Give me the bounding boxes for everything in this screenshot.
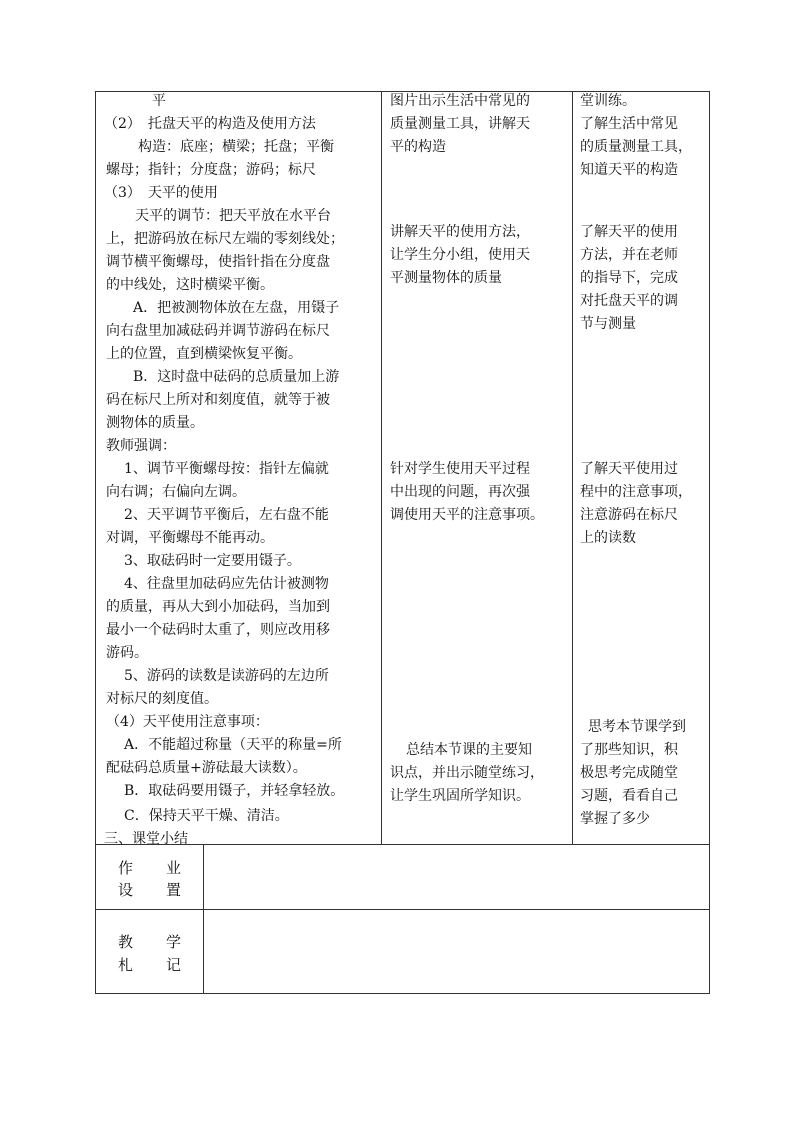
student-activity-line: 堂训练。 (580, 93, 636, 109)
student-activity-line: 节与测量 (580, 316, 636, 332)
row-divider-notes (95, 909, 710, 910)
student-activity-line: 注意游码在标尺 (580, 507, 678, 523)
column-divider-1 (381, 91, 382, 844)
content-line: 码在标尺上所对和刻度值，就等于被 (106, 392, 330, 408)
homework-label-char: 业 (166, 859, 182, 877)
teacher-activity-line: 调使用天平的注意事项。 (390, 507, 544, 523)
content-line: 测物体的质量。 (106, 415, 204, 431)
content-line: 螺母；指针；分度盘；游码；标尺 (106, 162, 316, 178)
notes-label-char: 札 (118, 956, 134, 974)
notes-label-char: 学 (166, 933, 182, 951)
student-activity-line: 上的读数 (580, 530, 636, 546)
teacher-activity-line: 讲解天平的使用方法， (390, 224, 530, 240)
content-line: 天平的调节：把天平放在水平台 (135, 208, 331, 224)
content-line: 上的位置，直到横梁恢复平衡。 (106, 346, 302, 362)
notes-label-char: 教 (118, 933, 134, 951)
notes-label-char: 记 (166, 956, 182, 974)
student-activity-line: 思考本节课学到 (588, 719, 686, 735)
content-line: 教师强调： (106, 438, 176, 454)
section-heading: 三、课堂小结 (104, 831, 188, 847)
student-activity-line: 了解天平的使用 (580, 224, 678, 240)
student-activity-line: 的质量测量工具， (580, 139, 692, 155)
teacher-activity-line: 让学生巩固所学知识。 (390, 788, 530, 804)
content-line: A．不能超过称量（天平的称量=所 (124, 737, 342, 753)
student-activity-line: 程中的注意事项， (580, 484, 692, 500)
content-line: 的质量，再从大到小加砝码，当加到 (106, 599, 330, 615)
table-right-border (709, 91, 710, 994)
teacher-activity-line: 中出现的问题，再次强 (390, 484, 530, 500)
teacher-activity-line: 平测量物体的质量 (390, 270, 502, 286)
student-activity-line: 了解生活中常见 (580, 116, 678, 132)
content-line: （3） 天平的使用 (104, 185, 218, 201)
content-line: 向右盘里加减砝码并调节游码在标尺 (106, 323, 330, 339)
content-line: A．把被测物体放在左盘，用镊子 (133, 300, 340, 316)
content-line: 5、游码的读数是读游码的左边所 (124, 668, 329, 684)
student-activity-line: 了那些知识，积 (580, 742, 678, 758)
student-activity-line: 习题，看看自己 (580, 788, 678, 804)
teacher-activity-line: 图片出示生活中常见的 (390, 93, 530, 109)
table-left-border (95, 91, 96, 994)
teacher-activity-line: 平的构造 (390, 139, 446, 155)
content-line: 向右调；右偏向左调。 (106, 484, 246, 500)
student-activity-line: 的指导下，完成 (580, 270, 678, 286)
content-line: 对标尺的刻度值。 (106, 691, 218, 707)
content-line: （4）天平使用注意事项： (106, 714, 269, 730)
student-activity-line: 方法，并在老师 (580, 247, 678, 263)
homework-label-char: 作 (118, 859, 134, 877)
homework-label-char: 设 (118, 881, 134, 899)
content-line: （2） 托盘天平的构造及使用方法 (104, 116, 316, 132)
content-line: 上，把游码放在标尺左端的零刻线处； (106, 231, 344, 247)
student-activity-line: 极思考完成随堂 (580, 765, 678, 781)
content-line: 最小一个砝码时太重了，则应改用移 (106, 622, 330, 638)
content-line: 对调，平衡螺母不能再动。 (106, 530, 274, 546)
student-activity-line: 知道天平的构造 (580, 162, 678, 178)
table-bottom-border (95, 993, 710, 994)
teacher-activity-line: 识点，并出示随堂练习， (390, 765, 544, 781)
content-line: 平 (152, 93, 166, 109)
teacher-activity-line: 总结本节课的主要知 (406, 742, 532, 758)
content-line: 4、往盘里加砝码应先估计被测物 (124, 576, 329, 592)
content-line: 2、天平调节平衡后，左右盘不能 (124, 507, 329, 523)
teacher-activity-line: 针对学生使用天平过程 (390, 461, 530, 477)
content-line: 配砝码总质量+游砝最大读数）。 (106, 760, 307, 776)
homework-label-char: 置 (166, 881, 182, 899)
content-line: 1、调节平衡螺母按：指针左偏就 (124, 461, 329, 477)
student-activity-line: 了解天平使用过 (580, 461, 678, 477)
content-line: 游码。 (106, 645, 148, 661)
student-activity-line: 对托盘天平的调 (580, 293, 678, 309)
teacher-activity-line: 质量测量工具，讲解天 (390, 116, 530, 132)
content-line: 调节横平衡螺母，使指针指在分度盘 (106, 254, 330, 270)
content-line: B．取砝码要用镊子，并轻拿轻放。 (124, 783, 345, 799)
column-divider-2 (572, 91, 573, 844)
content-line: 3、取砝码时一定要用镊子。 (124, 553, 301, 569)
content-line: B．这时盘中砝码的总质量加上游 (133, 369, 340, 385)
content-line: C．保持天平干燥、清洁。 (124, 808, 289, 824)
teacher-activity-line: 让学生分小组，使用天 (390, 247, 530, 263)
content-line: 构造：底座；横梁；托盘；平衡 (138, 139, 334, 155)
student-activity-line: 掌握了多少 (580, 811, 650, 827)
label-column-divider (203, 844, 204, 994)
content-line: 的中线处，这时横梁平衡。 (106, 277, 274, 293)
